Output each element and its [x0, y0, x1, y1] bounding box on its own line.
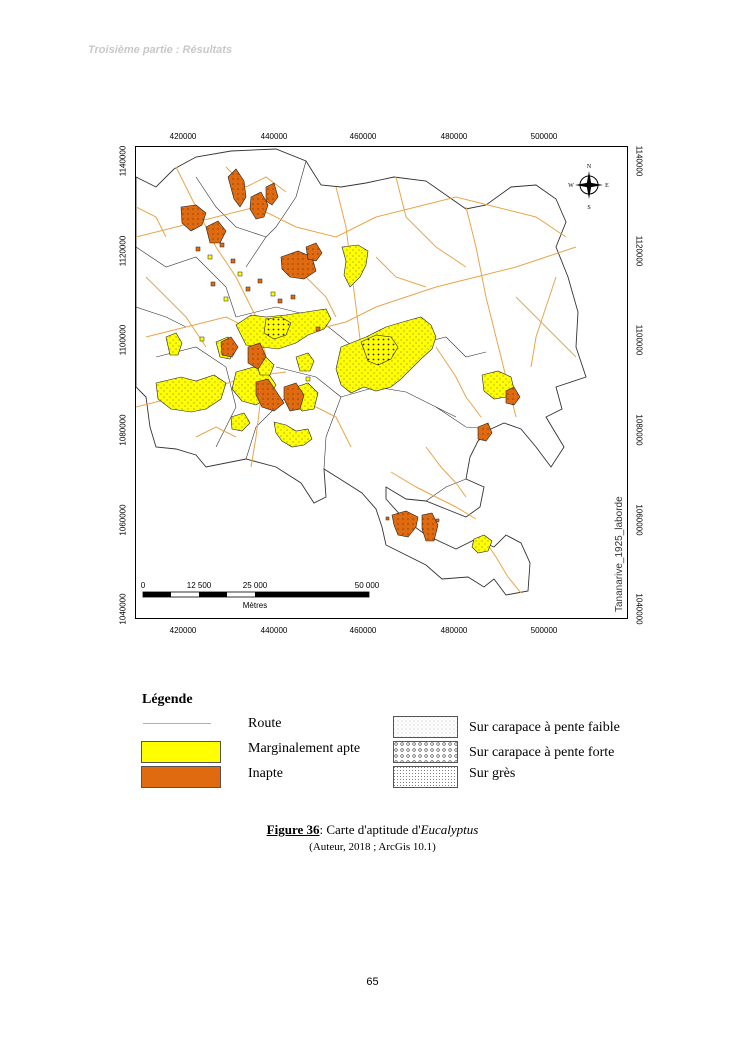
y-tick-right: 1120000	[634, 235, 644, 267]
north-label: N	[586, 164, 592, 170]
figure-caption-text: : Carte d'aptitude d'	[319, 822, 421, 837]
y-tick-left: 1100000	[118, 324, 128, 356]
legend-label-carapace-faible: Sur carapace à pente faible	[469, 720, 620, 735]
legend-swatch-inapte	[141, 766, 221, 788]
page-number: 65	[366, 976, 379, 988]
scale-label-0: 0	[140, 581, 146, 590]
y-tick-left: 1040000	[118, 593, 128, 625]
legend-label-carapace-forte: Sur carapace à pente forte	[469, 745, 615, 760]
legend-swatch-carapace-faible	[393, 716, 458, 738]
legend-swatch-gres	[393, 766, 458, 788]
y-tick-left: 1140000	[118, 145, 128, 177]
x-tick-top: 420000	[169, 132, 197, 141]
y-tick-right: 1040000	[634, 593, 644, 625]
x-tick-top: 460000	[349, 132, 377, 141]
section-header: Troisième partie : Résultats	[88, 44, 233, 56]
x-tick-bottom: 480000	[440, 626, 468, 635]
legend-label-inapte: Inapte	[248, 766, 283, 781]
x-tick-top: 500000	[530, 132, 558, 141]
x-tick-bottom: 420000	[169, 626, 197, 635]
figure-number: Figure 36	[266, 822, 320, 837]
y-tick-right: 1140000	[634, 145, 644, 177]
scale-unit: Mètres	[242, 601, 268, 610]
y-tick-right: 1100000	[634, 324, 644, 356]
y-tick-left: 1120000	[118, 235, 128, 267]
map-frame	[135, 146, 628, 619]
y-tick-right: 1080000	[634, 414, 644, 446]
north-arrow	[568, 164, 609, 211]
scale-label-12500: 12 500	[186, 581, 212, 590]
figure-source: (Auteur, 2018 ; ArcGis 10.1)	[309, 841, 436, 853]
x-tick-bottom: 460000	[349, 626, 377, 635]
figure-species: Eucalyptus	[420, 822, 479, 837]
map-canvas	[136, 147, 627, 618]
south-label: S	[587, 205, 591, 211]
y-tick-left: 1060000	[118, 504, 128, 536]
scale-label-50000: 50 000	[354, 581, 380, 590]
legend-route-line	[143, 723, 211, 724]
y-tick-right: 1060000	[634, 504, 644, 536]
legend-swatch-marginal	[141, 741, 221, 763]
scale-label-25000: 25 000	[242, 581, 268, 590]
east-label: E	[605, 183, 609, 189]
legend-swatch-carapace-forte	[393, 741, 458, 763]
legend-title: Légende	[142, 692, 193, 707]
projection-label: Tananarive_1925_laborde	[614, 496, 625, 612]
legend-label-route: Route	[248, 716, 282, 731]
figure-caption	[0, 822, 745, 838]
legend-label-gres: Sur grès	[469, 766, 516, 781]
y-tick-left: 1080000	[118, 414, 128, 446]
x-tick-bottom: 440000	[260, 626, 288, 635]
scale-bar	[141, 581, 380, 610]
x-tick-top: 480000	[440, 132, 468, 141]
west-label: W	[568, 183, 574, 189]
x-tick-top: 440000	[260, 132, 288, 141]
x-tick-bottom: 500000	[530, 626, 558, 635]
legend-label-marginal: Marginalement apte	[248, 741, 361, 756]
